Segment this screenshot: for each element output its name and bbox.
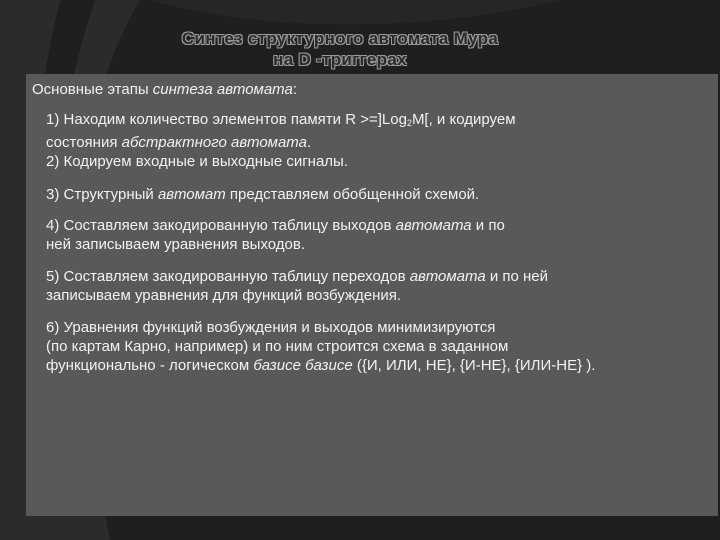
step1-subscript: 2 <box>406 118 412 128</box>
step4-line1-b: и по <box>471 217 505 234</box>
step6-line3-b: ({И, ИЛИ, НЕ}, {И-НЕ}, {ИЛИ-НЕ} ). <box>352 357 596 374</box>
step3-b: представляем обобщенной схемой. <box>225 186 480 203</box>
step2-line: 2) Кодируем входные и выходные сигналы. <box>46 153 348 170</box>
slide-title <box>100 28 580 70</box>
intro-italic: синтеза автомата <box>152 81 293 98</box>
step-1-2 <box>46 110 706 171</box>
step1-line2-b: . <box>306 134 312 151</box>
step3-italic: автомат <box>157 186 226 203</box>
step1-line1 <box>46 110 706 133</box>
step1-line2-a: состояния <box>46 134 122 151</box>
step5-line1-b: и по ней <box>485 268 549 285</box>
slide-title-line1: Синтез структурного автомата Мура <box>181 29 499 48</box>
step6-line3-italic: базисе базисе <box>253 357 353 374</box>
step-3 <box>46 185 706 204</box>
step5-line2: записываем уравнения для функций возбуждения. <box>46 287 402 304</box>
step-5 <box>46 267 706 305</box>
step1-line2-italic: абстрактного автомата <box>121 134 307 151</box>
step4-line1-italic: автомата <box>395 217 472 234</box>
step1-line2 <box>46 133 706 152</box>
step6-line2: (по картам Карно, например) и по ним строится схема в заданном <box>46 338 509 355</box>
step1-line1-b: M[, и кодируем <box>411 111 516 128</box>
intro-plain: Основные этапы <box>32 81 153 98</box>
step3-a: 3) Структурный <box>46 186 158 203</box>
step4-line1-a: 4) Составляем закодированную таблицу выходов <box>46 217 396 234</box>
step-6 <box>46 318 706 375</box>
intro-text <box>32 81 297 98</box>
step6-line3-a: функционально - логическом <box>46 357 254 374</box>
step4-line2: ней записываем уравнения выходов. <box>46 236 306 253</box>
slide-title-line2: на D -триггерах <box>273 50 407 69</box>
step5-line1-a: 5) Составляем закодированную таблицу переходов <box>46 268 410 285</box>
step1-line1-a: 1) Находим количество элементов памяти R >=]Log <box>46 111 407 128</box>
step-4 <box>46 216 706 254</box>
step6-line1: 6) Уравнения функций возбуждения и выходов минимизируются <box>46 319 496 336</box>
step5-line1-italic: автомата <box>409 268 486 285</box>
intro-end: : <box>292 81 297 98</box>
